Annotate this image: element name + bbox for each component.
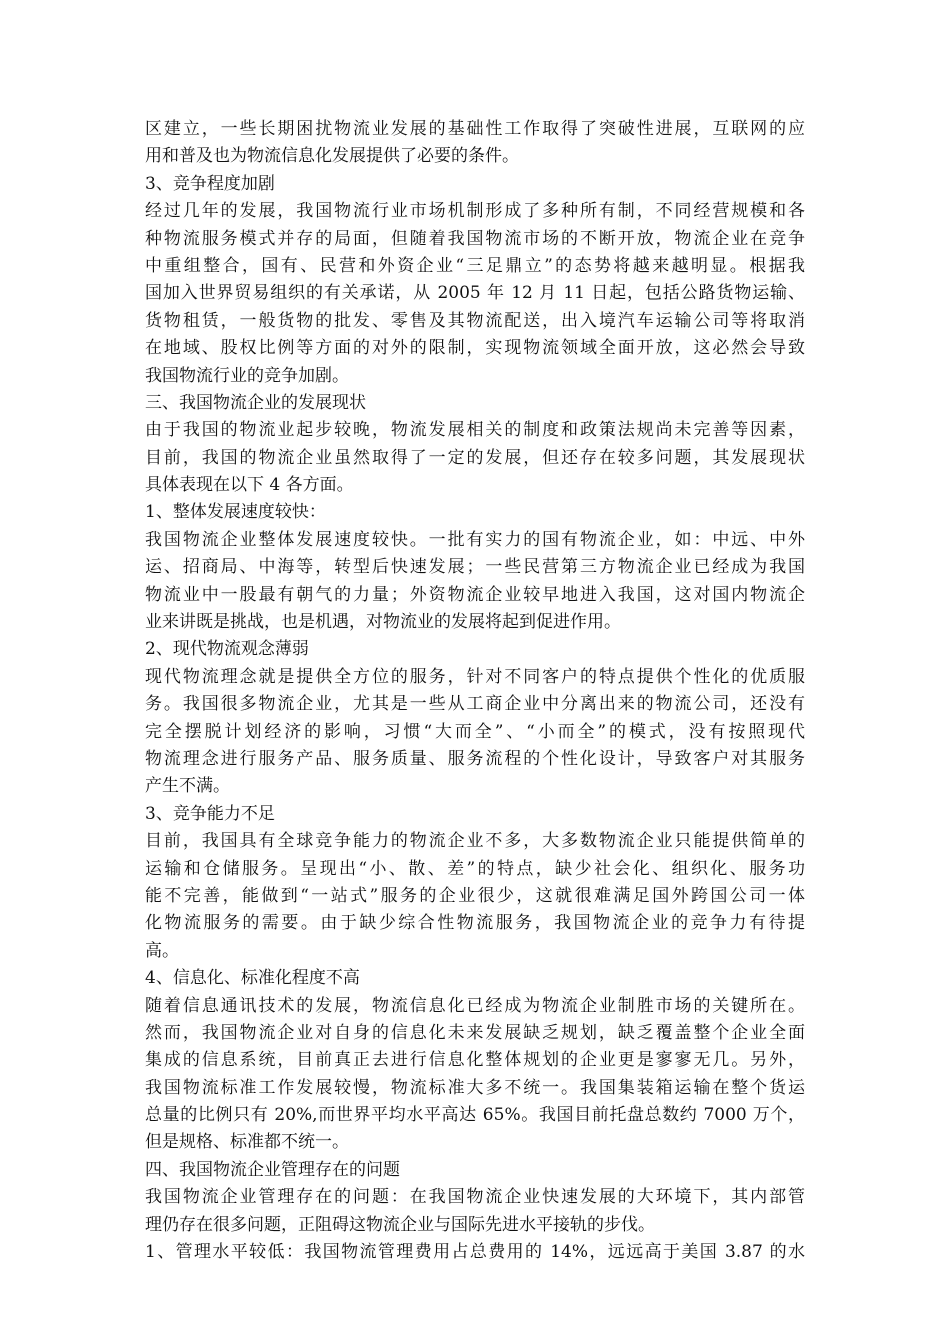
text-line: 3、竞争程度加剧 (145, 173, 275, 194)
text-line: 我国物流企业整体发展速度较快。一批有实力的国有物流企业，如：中远、中外 (145, 529, 805, 550)
text-line: 区建立，一些长期困扰物流业发展的基础性工作取得了突破性进展，互联网的应 (145, 119, 805, 139)
text-line: 用和普及也为物流信息化发展提供了必要的条件。 (145, 146, 519, 167)
text-line: 集成的信息系统，目前真正去进行信息化整体规划的企业更是寥寥无几。另外， (145, 1050, 805, 1071)
text-line: 种物流服务模式并存的局面，但随着我国物流市场的不断开放，物流企业在竞争 (145, 228, 805, 249)
text-line: 物流业中一股最有朝气的力量；外资物流企业较早地进入我国，这对国内物流企 (145, 584, 805, 605)
text-line: 我国物流企业管理存在的问题：在我国物流企业快速发展的大环境下，其内部管 (145, 1187, 805, 1208)
text-line: 现代物流理念就是提供全方位的服务，针对不同客户的特点提供个性化的优质服 (145, 666, 805, 687)
text-line: 经过几年的发展，我国物流行业市场机制形成了多种所有制，不同经营规模和各 (145, 201, 805, 222)
text-line: 物流理念进行服务产品、服务质量、服务流程的个性化设计，导致客户对其服务 (145, 748, 805, 769)
text-line: 国加入世界贸易组织的有关承诺，从 2005 年 12 月 11 日起，包括公路货物运输、 (145, 283, 805, 304)
text-line: 产生不满。 (145, 776, 230, 797)
text-line: 运、招商局、中海等，转型后快速发展；一些民营第三方物流企业已经成为我国 (145, 557, 805, 578)
text-line: 目前，我国的物流企业虽然取得了一定的发展，但还存在较多问题，其发展现状 (145, 447, 805, 468)
text-line: 高。 (145, 940, 179, 961)
text-line: 目前，我国具有全球竞争能力的物流企业不多，大多数物流企业只能提供简单的 (145, 831, 805, 852)
text-line: 我国物流标准工作发展较慢，物流标准大多不统一。我国集装箱运输在整个货运 (145, 1077, 805, 1098)
document-body (145, 116, 805, 1266)
text-line: 在地域、股权比例等方面的对外的限制，实现物流领域全面开放，这必然会导致 (145, 338, 805, 359)
text-line: 运输和仓储服务。呈现出“小、散、差”的特点，缺少社会化、组织化、服务功 (145, 858, 805, 879)
text-line: 总量的比例只有 20%,而世界平均水平高达 65%。我国目前托盘总数约 7000 万个， (145, 1105, 805, 1126)
text-line: 我国物流行业的竞争加剧。 (145, 365, 349, 386)
text-line: 3、竞争能力不足 (145, 803, 275, 824)
text-line: 由于我国的物流业起步较晚，物流发展相关的制度和政策法规尚未完善等因素， (145, 420, 805, 441)
text-line: 能不完善，能做到“一站式”服务的企业很少，这就很难满足国外跨国公司一体 (145, 885, 805, 906)
text-line: 业来讲既是挑战，也是机遇，对物流业的发展将起到促进作用。 (145, 612, 621, 633)
text-line: 三、我国物流企业的发展现状 (145, 392, 366, 413)
text-line: 化物流服务的需要。由于缺少综合性物流服务，我国物流企业的竞争力有待提 (145, 913, 805, 934)
text-line: 理仍存在很多问题，正阻碍这物流企业与国际先进水平接轨的步伐。 (145, 1214, 655, 1235)
text-line: 四、我国物流企业管理存在的问题 (145, 1159, 400, 1180)
text-line: 1、管理水平较低：我国物流管理费用占总费用的 14%，远远高于美国 3.87 的水 (145, 1242, 805, 1263)
text-line: 2、现代物流观念薄弱 (145, 639, 309, 660)
text-line: 具体表现在以下 4 各方面。 (145, 475, 354, 496)
text-line: 中重组整合，国有、民营和外资企业“三足鼎立”的态势将越来越明显。根据我 (145, 255, 805, 276)
text-line: 随着信息通讯技术的发展，物流信息化已经成为物流企业制胜市场的关键所在。 (145, 995, 805, 1016)
text-line: 1、整体发展速度较快： (145, 502, 326, 523)
text-line: 务。我国很多物流企业，尤其是一些从工商企业中分离出来的物流公司，还没有 (145, 694, 805, 715)
text-line: 4、信息化、标准化程度不高 (145, 968, 360, 989)
text-line: 但是规格、标准都不统一。 (145, 1132, 349, 1153)
text-line: 货物租赁，一般货物的批发、零售及其物流配送，出入境汽车运输公司等将取消 (145, 310, 805, 331)
text-line: 完全摆脱计划经济的影响，习惯“大而全”、“小而全”的模式，没有按照现代 (145, 721, 805, 742)
text-line: 然而，我国物流企业对自身的信息化未来发展缺乏规划，缺乏覆盖整个企业全面 (145, 1022, 805, 1043)
